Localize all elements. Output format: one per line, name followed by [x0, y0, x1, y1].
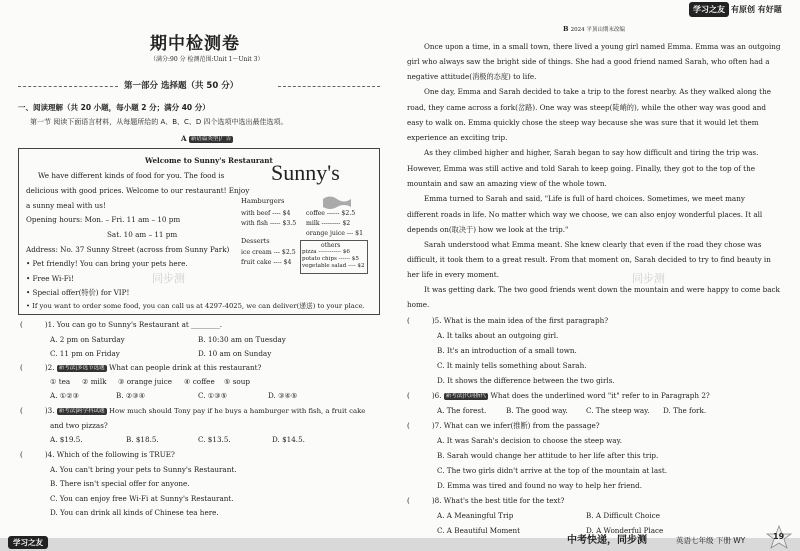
question-number: 7: [434, 421, 440, 430]
question-3: ( )3. 新考法|跨学科试题 How much should Tony pay if he buys a hamburger with fish, a fruit cake: [20, 406, 366, 415]
section-heading: 一、阅读理解（共 20 小题，每小题 2 分；满分 40 分）: [18, 103, 210, 112]
passage-line: However, Emma was still active and told Sarah to keep going. Finally, they got to the top of the: [407, 164, 755, 173]
passage-a-tag: 新语篇类型|广告: [190, 135, 232, 142]
option: C. The two girls didn't arrive at the top of the mountain at last.: [437, 466, 667, 475]
brand-logo: 学习之友: [689, 2, 729, 17]
ad-line: • Special offer(特价) for VIP!: [26, 288, 130, 297]
option: C. You can enjoy free Wi-Fi at Sunny's Restaurant.: [50, 494, 234, 503]
option: D. It shows the difference between the two girls.: [437, 376, 615, 385]
passage-line: One day, Emma and Sarah decided to take a trip to the forest nearby. As they walked along the: [424, 87, 771, 96]
question-tag: 新考法|跨学科试题: [58, 407, 105, 414]
passage-b-source: 2024 平顶山期末改编: [570, 27, 625, 33]
sub-option: ④ coffee: [184, 377, 215, 386]
footer-grade: 英语七年级 下册 WY: [676, 536, 746, 545]
passage-line: Emma turned to Sarah and said, "Life is full of hard choices. Sometimes, we meet many: [424, 194, 745, 203]
page-title: 期中检测卷: [150, 34, 240, 54]
ad-line: • Free Wi-Fi!: [26, 274, 74, 283]
menu-desserts-title: Desserts: [241, 237, 270, 245]
question-stem: What's the best title for the text?: [443, 496, 565, 505]
brand-slogan: 有原创 有好题: [731, 5, 782, 14]
option: C. 11 pm on Friday: [50, 349, 120, 358]
passage-line: As they climbed higher and higher, Sarah began to say how difficult and tiring the trip was.: [424, 148, 759, 157]
ad-line: delicious with good prices. Welcome to our restaurant! Enjoy: [26, 186, 250, 195]
divider-right: [278, 86, 380, 87]
question-number: 4: [47, 450, 53, 459]
passage-b-letter: B: [563, 25, 569, 33]
ad-line: We have different kinds of food for you. The food is: [38, 171, 225, 180]
option: A. A Meaningful Trip: [437, 511, 514, 520]
menu-item: potato chips ------ $5: [302, 256, 359, 262]
page-number: 19: [773, 532, 785, 541]
question-stem: How much should Tony pay if he buys a hamburger with fish, a fruit cake: [108, 407, 366, 415]
passage-line: easy to walk on. Emma quickly chose the steep way because she was sure that it would let them: [407, 118, 759, 127]
ad-line: Sat. 10 am – 11 pm: [107, 230, 178, 239]
passage-a-letter: A: [181, 134, 187, 143]
question-number: 1: [47, 320, 53, 329]
watermark: 同步测: [152, 272, 185, 285]
question-stem: What does the underlined word "it" refer to in Paragraph 2?: [490, 391, 710, 400]
ad-line: • If you want to order some food, you can call us at 4297-4025, we can deliver(递送) to your place.: [26, 302, 365, 310]
question-4: ( )4. Which of the following is TRUE?: [20, 450, 175, 459]
footer-logo: 学习之友: [8, 536, 48, 549]
option: D. ③④⑤: [268, 391, 298, 400]
option: B. 10:30 am on Tuesday: [198, 335, 286, 344]
divider-left: [18, 86, 118, 87]
option: A. 2 pm on Saturday: [50, 335, 125, 344]
option: C. ①③⑤: [198, 391, 228, 400]
question-stem: What can we infer(推断) from the passage?: [443, 421, 600, 430]
option: A. It was Sarah's decision to choose the steep way.: [437, 436, 622, 445]
sub-option: ① tea: [50, 377, 71, 386]
question-number: 3: [47, 406, 53, 415]
question-1: ( )1. You can go to Sunny's Restaurant at ________.: [20, 320, 223, 329]
option: B. The good way.: [506, 406, 568, 415]
question-stem-cont: and two pizzas?: [50, 421, 108, 430]
menu-item: fruit cake ---- $4: [241, 259, 292, 266]
menu-item: pizza ------------ $6: [302, 249, 350, 255]
option: D. The fork.: [663, 406, 707, 415]
menu-item: orange juice --- $1: [306, 230, 364, 237]
restaurant-sign: Sunny's: [271, 160, 340, 185]
question-stem: You can go to Sunny's Restaurant at ________.: [56, 320, 223, 329]
option: B. There isn't special offer for anyone.: [50, 479, 190, 488]
question-stem: What is the main idea of the first paragraph?: [443, 316, 609, 325]
option: D. A Wonderful Place: [586, 526, 664, 535]
passage-line: home.: [407, 300, 430, 309]
menu-item: with beef ---- $4: [241, 210, 291, 217]
sub-option: ② milk: [82, 377, 107, 386]
option: D. $14.5.: [272, 435, 305, 444]
option: B. Sarah would change her attitude to her life after this trip.: [437, 451, 659, 460]
question-2: ( )2. 新考法|多选节选题 What can people drink at this restaurant?: [20, 363, 262, 372]
passage-line: negative attitude(消极的态度) to life.: [407, 72, 537, 81]
question-number: 6: [434, 391, 440, 400]
question-stem: What can people drink at this restaurant?: [108, 363, 262, 372]
passage-line: experience an exciting trip.: [407, 133, 508, 142]
option: A. It talks about an outgoing girl.: [437, 331, 559, 340]
ad-title: Welcome to Sunny's Restaurant: [145, 156, 273, 165]
ad-line: Opening hours: Mon. – Fri. 11 am – 10 pm: [26, 215, 181, 224]
option: C. A Beautiful Moment: [437, 526, 521, 535]
menu-item: vegetable salad ---- $2: [302, 263, 365, 269]
menu-item: with fish ----- $3.5: [241, 220, 297, 227]
question-number: 2: [47, 363, 53, 372]
menu-item: coffee ------ $2.5: [306, 210, 356, 217]
passage-line: Once upon a time, in a small town, there lived a young girl named Emma. Emma was an outgoing: [424, 42, 781, 51]
passage-line: girl who always saw the bright side of things. She had a good friend named Sarah, who often had a: [407, 57, 770, 66]
option: D. You can drink all kinds of Chinese tea here.: [50, 508, 219, 517]
option: D. 10 am on Sunday: [198, 349, 272, 358]
menu-item: ice cream --- $2.5: [241, 249, 296, 256]
question-8: ( )8. What's the best title for the text?: [407, 496, 565, 505]
question-number: 8: [434, 496, 440, 505]
option: C. It mainly tells something about Sarah.: [437, 361, 587, 370]
question-stem: Which of the following is TRUE?: [56, 450, 175, 459]
ad-line: • Pet friendly! You can bring your pets here.: [26, 259, 188, 268]
question-number: 5: [434, 316, 440, 325]
passage-line: mountain and saw an amazing view of the whole town.: [407, 179, 607, 188]
option: B. A Difficult Choice: [586, 511, 660, 520]
section-instruction: 第一节 阅读下面语言材料，从每题所给的 A、B、C、D 四个选项中选出最佳选项。: [30, 118, 288, 126]
option: D. Emma was tired and found no way to help her friend.: [437, 481, 642, 490]
passage-line: It was getting dark. The two good friends went down the mountain and were happy to come back: [424, 285, 780, 294]
question-5: ( )5. What is the main idea of the first paragraph?: [407, 316, 609, 325]
option: B. $18.5.: [126, 435, 159, 444]
menu-others-title: others: [321, 242, 341, 249]
ad-line: Address: No. 37 Sunny Street (across from Sunny Park): [26, 245, 230, 254]
question-6: ( )6. 新考法|代词指代 What does the underlined word "it" refer to in Paragraph 2?: [407, 391, 710, 400]
passage-line: depends on(取决于) how we look at the trip.": [407, 225, 569, 234]
option: A. ①②③: [50, 391, 80, 400]
option: B. It's an introduction of a small town.: [437, 346, 577, 355]
passage-line: road, they came across a fork(岔路). One way was steep(陡峭的), while the other way was good and: [407, 103, 766, 112]
option: C. $13.5.: [198, 435, 231, 444]
menu-hamburgers-title: Hamburgers: [241, 197, 285, 205]
option: A. The forest.: [437, 406, 487, 415]
page-subtitle: （满分:90 分 检测范围:Unit 1～Unit 3）: [150, 56, 264, 63]
flag-icon: [322, 194, 352, 210]
option: A. You can't bring your pets to Sunny's Restaurant.: [50, 465, 237, 474]
passage-line: Sarah understood what Emma meant. She knew clearly that even if the road they chose was: [424, 240, 762, 249]
passage-line: her life in every moment.: [407, 270, 499, 279]
passage-b-label: [563, 25, 625, 35]
part-heading: 第一部分 选择题（共 50 分）: [124, 81, 239, 91]
question-tag: 新考法|多选节选题: [58, 364, 105, 371]
ad-line: a sunny meal with us!: [26, 201, 106, 210]
passage-line: difficult, it took them to a great result. From that moment on, Sarah decided to try to find beauty in: [407, 255, 771, 264]
question-7: ( )7. What can we infer(推断) from the passage?: [407, 421, 600, 430]
option: C. The steep way.: [586, 406, 650, 415]
watermark: 同步测: [632, 272, 665, 285]
sub-option: ③ orange juice: [118, 377, 172, 386]
passage-a-label: [181, 134, 233, 143]
menu-item: milk --------- $2: [306, 220, 351, 227]
passage-line: different roads in life. No matter which way we choose, we can also enjoy wonderful places. It all: [407, 210, 763, 219]
sub-option: ⑤ soup: [224, 377, 250, 386]
option: B. ②③④: [116, 391, 146, 400]
question-tag: 新考法|代词指代: [445, 392, 487, 399]
footer-series: 中考快递，同步测: [567, 535, 647, 546]
option: A. $19.5.: [50, 435, 83, 444]
